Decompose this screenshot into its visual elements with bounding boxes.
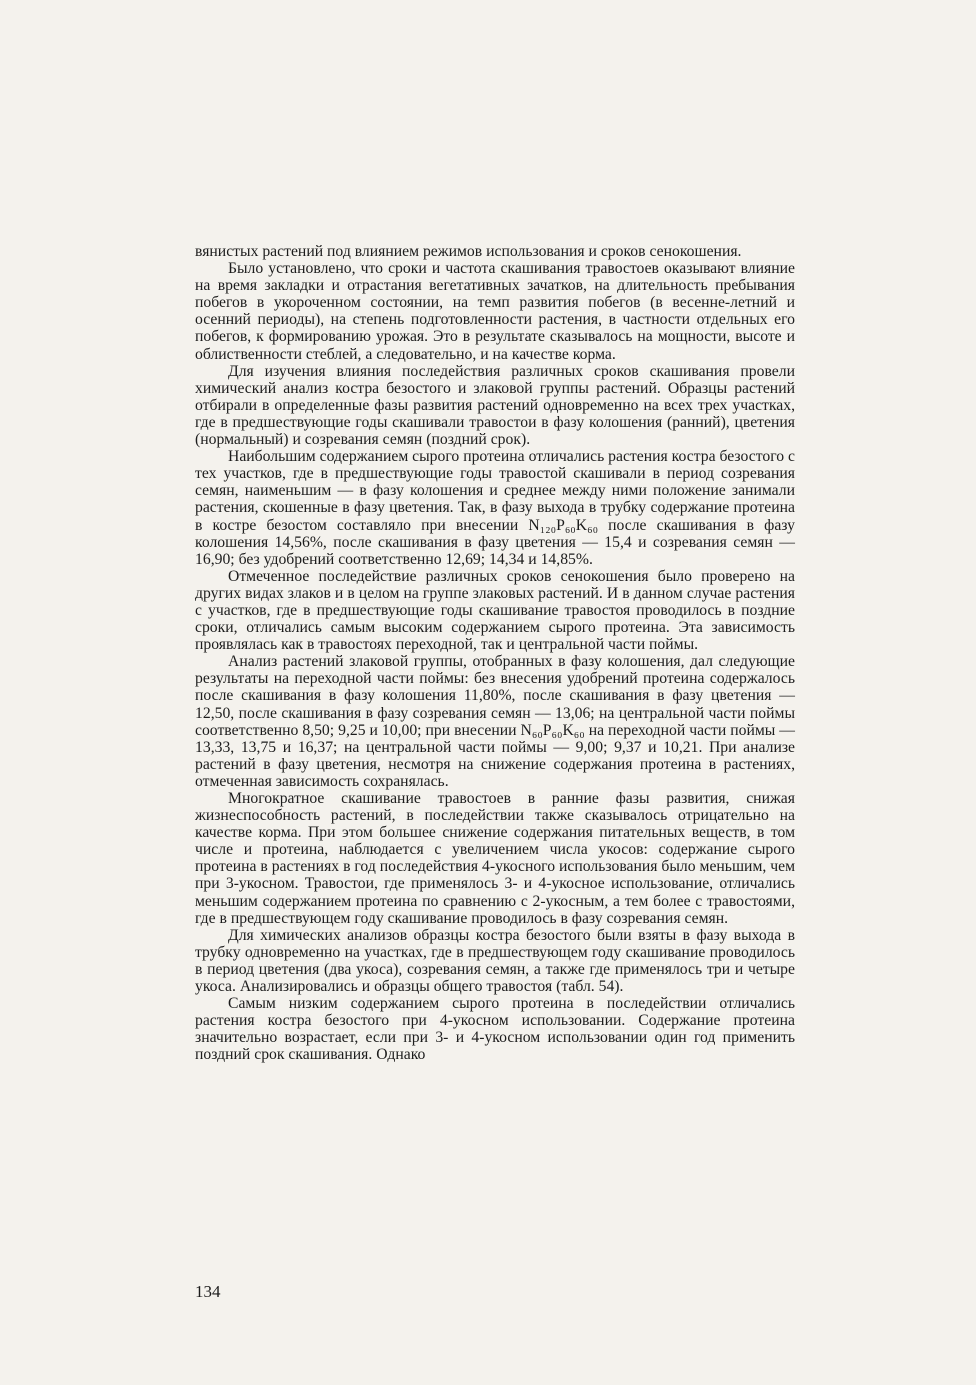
paragraph-8: Для химических анализов образцы костра безостого были взяты в фазу выхода в трубку одновременно на участках, где в предшествующем году скашивание проводилось в период цветения (два укоса), созревания семян, а также где применялось три и четыре укоса. Анализировались и образцы общего травостоя (табл. 54).	[195, 926, 795, 996]
paragraph-9: Самым низким содержанием сырого протеина в последействии отличались растения костра безостого при 4-укосном использовании. Содержание протеина значительно возрастает, если при 3- и 4-укосном использовании один год применить поздний срок скашивания. Однако	[195, 995, 795, 1064]
paragraph-2: Было установлено, что сроки и частота скашивания травостоев оказывают влияние на время закладки и отрастания вегетативных зачатков, на длительность пребывания побегов в укороченном состоянии, на темп развития побегов (в весенне-летний и осенний периоды), на степень подготовленности растения, в частности отдельных его побегов, к формированию урожая. Это в результате сказывалось на мощности, высоте и облиственности стеблей, а следовательно, и на качестве корма.	[195, 260, 795, 363]
paragraph-3: Для изучения влияния последействия различных сроков скашивания провели химический анализ костра безостого и злаковой группы растений. Образцы растений отбирали в определенные фазы развития растений одновременно на всех трех участках, где в предшествующие годы скашивали травостои в фазу колошения (ранний), цветения (нормальный) и созревания семян (поздний срок).	[195, 362, 795, 449]
paragraph-7: Многократное скашивание травостоев в ранние фазы развития, снижая жизнеспособность растений, в последействии также сказывалось отрицательно на качестве корма. При этом большее снижение содержания питательных веществ, в том числе и протеина, наблюдается с увеличением числа укосов: содержание сырого протеина в растениях в год последействия 4-укосного использования было меньшим, чем при 3-укосном. Травостои, где применялось 3- и 4-укосное использование, отличались меньшим содержанием протеина по сравнению с 2-укосным, а тем более с травостоями, где в предшествующем году скашивание проводилось в фазу созревания семян.	[195, 790, 795, 927]
paragraph-6: Анализ растений злаковой группы, отобранных в фазу колошения, дал следующие результаты на переходной части поймы: без внесения удобрений протеина содержалось после скашивания в фазу колошения 11,80%, после скашивания в фазу цветения — 12,50, после скашивания в фазу созревания семян — 13,06; на центральной части поймы соответственно 8,50; 9,25 и 10,00; при внесении N₆₀P₆₀K₆₀ на переходной части поймы — 13,33, 13,75 и 16,37; на центральной части поймы — 9,00; 9,37 и 10,21. При анализе растений в фазу цветения, несмотря на снижение содержания протеина в растениях, отмеченная зависимость сохранялась.	[195, 653, 795, 790]
paragraph-1: вянистых растений под влиянием режимов использования и сроков сенокошения.	[195, 243, 742, 260]
page-number: 134	[195, 1282, 221, 1301]
paragraph-5: Отмеченное последействие различных сроков сенокошения было проверено на других видах злаков и в целом на группе злаковых растений. И в данном случае растения с участков, где в предшествующие годы скашивание травостоя проводилось в поздние сроки, отличались самым высоким содержанием сырого протеина. Эта зависимость проявлялась как в травостоях переходной, так и центральной части поймы.	[195, 567, 795, 654]
body-text	[195, 243, 795, 1064]
paragraph-4: Наибольшим содержанием сырого протеина отличались растения костра безостого с тех участков, где в предшествующие годы травостой скашивали в период созревания семян, наименьшим — в фазу колошения и среднее между ними положение занимали растения, скошенные в фазу цветения. Так, в фазу выхода в трубку содержание протеина в костре безостом составляло при внесении N₁₂₀P₆₀K₆₀ после скашивания в фазу колошения 14,56%, после скашивания в фазу цветения — 15,4 и созревания семян — 16,90; без удобрений соответственно 12,69; 14,34 и 14,85%.	[195, 448, 795, 568]
